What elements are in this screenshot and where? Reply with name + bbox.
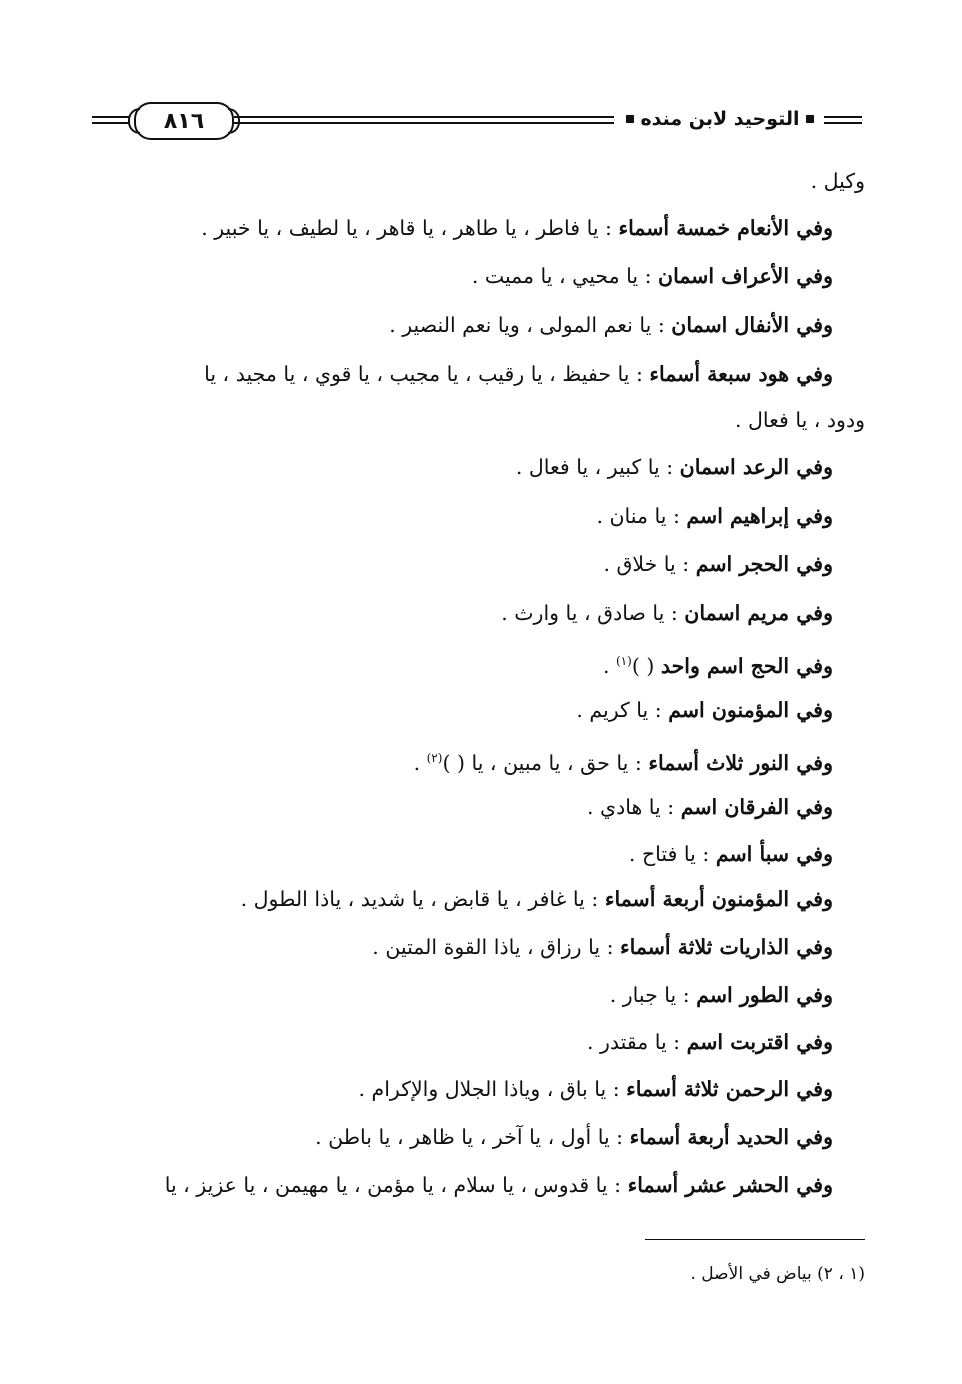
line-text: : يا فاطر ، يا طاهر ، يا قاهر ، يا لطيف ، يا خبير . (201, 216, 619, 240)
line-text: وكيل . (810, 169, 865, 193)
line-lead: وفي مريم اسمان (684, 601, 833, 625)
line-text: : يا خلاق . (603, 552, 696, 576)
header-rule-left (92, 116, 130, 124)
line-lead: وفي هود سبعة أسماء (649, 362, 833, 386)
line-text: ( ) (631, 653, 661, 678)
text-line (596, 501, 833, 531)
square-bullet-icon (626, 115, 634, 123)
line-text: : يا صادق ، يا وارث . (501, 601, 685, 625)
line-text: : يا قدوس ، يا سلام ، يا مؤمن ، يا مهيمن ، يا عزيز ، يا (164, 1173, 628, 1197)
line-lead: وفي الذاريات ثلاثة أسماء (620, 935, 833, 959)
text-line (587, 1027, 833, 1057)
text-line (516, 452, 833, 482)
line-tail: . (413, 750, 427, 775)
line-text: : يا محيي ، يا مميت . (471, 264, 659, 288)
line-text: : يا منان . (596, 504, 687, 528)
text-line (811, 166, 865, 196)
text-line (603, 549, 833, 579)
text-line (315, 1122, 833, 1152)
header-rule-right (824, 116, 862, 124)
line-text: : يا كبير ، يا فعال . (515, 455, 680, 479)
line-lead: وفي الأعراف اسمان (658, 264, 833, 288)
text-line (358, 1074, 833, 1104)
line-text: : يا حفيظ ، يا رقيب ، يا مجيب ، يا قوي ، يا مجيد ، يا (204, 362, 650, 386)
text-line (414, 743, 833, 778)
page-number-badge (134, 102, 234, 140)
running-header (92, 98, 862, 142)
line-text: : يا كريم . (576, 698, 669, 722)
line-text: : يا فتاح . (628, 842, 716, 866)
text-line (629, 839, 833, 869)
line-lead: وفي النور ثلاث أسماء (648, 750, 833, 775)
book-title: التوحيد لابن منده (640, 108, 800, 130)
footnote-separator (645, 1239, 865, 1240)
line-lead: وفي الأنفال اسمان (671, 313, 833, 337)
book-title-block (620, 104, 820, 134)
line-text: : يا باق ، وياذا الجلال والإكرام . (358, 1077, 627, 1101)
line-text: : يا حق ، يا مبين ، يا ( ) (442, 750, 649, 775)
line-lead: وفي الحشر عشر أسماء (627, 1173, 833, 1197)
line-text: : يا مقتدر . (586, 1030, 687, 1054)
page-number: ٨١٦ (163, 108, 205, 134)
text-line (165, 1170, 833, 1200)
line-text: : يا أول ، يا آخر ، يا ظاهر ، يا باطن . (315, 1125, 630, 1149)
line-lead: وفي الحج اسم واحد (660, 653, 833, 678)
text-line (201, 213, 833, 243)
line-text: : يا هادي . (587, 795, 681, 819)
text-line (735, 405, 865, 435)
line-lead: وفي الرحمن ثلاثة أسماء (626, 1077, 833, 1101)
line-lead: وفي الحجر اسم (695, 552, 833, 576)
text-line (603, 646, 833, 681)
line-text: ودود ، يا فعال . (734, 408, 865, 432)
text-line (204, 359, 833, 389)
line-lead: وفي الطور اسم (696, 983, 833, 1007)
line-text: : يا نعم المولى ، ويا نعم النصير . (389, 313, 672, 337)
square-bullet-icon (806, 115, 814, 123)
text-line (610, 980, 833, 1010)
line-lead: وفي إبراهيم اسم (686, 504, 833, 528)
line-lead: وفي المؤمنون أربعة أسماء (604, 887, 833, 911)
text-line (501, 598, 833, 628)
line-tail: . (602, 653, 616, 678)
footnote-marker: (١) (615, 654, 632, 668)
line-lead: وفي الرعد اسمان (679, 455, 833, 479)
text-line (389, 310, 833, 340)
line-text: : يا رزاق ، ياذا القوة المتين . (372, 935, 620, 959)
line-lead: وفي سبأ اسم (715, 842, 833, 866)
footnote: (١ ، ٢) بياض في الأصل . (690, 1264, 865, 1284)
line-lead: وفي الأنعام خمسة أسماء (618, 216, 833, 240)
line-text: : يا غافر ، يا قابض ، يا شديد ، ياذا الطول . (240, 887, 605, 911)
text-line (372, 932, 833, 962)
line-text: : يا جبار . (609, 983, 697, 1007)
text-line (587, 792, 833, 822)
footnote-marker: (٢) (426, 751, 443, 765)
text-line (241, 884, 833, 914)
line-lead: وفي المؤمنون اسم (668, 698, 833, 722)
line-lead: وفي الحديد أربعة أسماء (629, 1125, 833, 1149)
text-line (472, 261, 833, 291)
line-lead: وفي اقتربت اسم (686, 1030, 833, 1054)
text-line (576, 695, 833, 725)
header-rule-middle (234, 116, 614, 124)
line-lead: وفي الفرقان اسم (680, 795, 833, 819)
